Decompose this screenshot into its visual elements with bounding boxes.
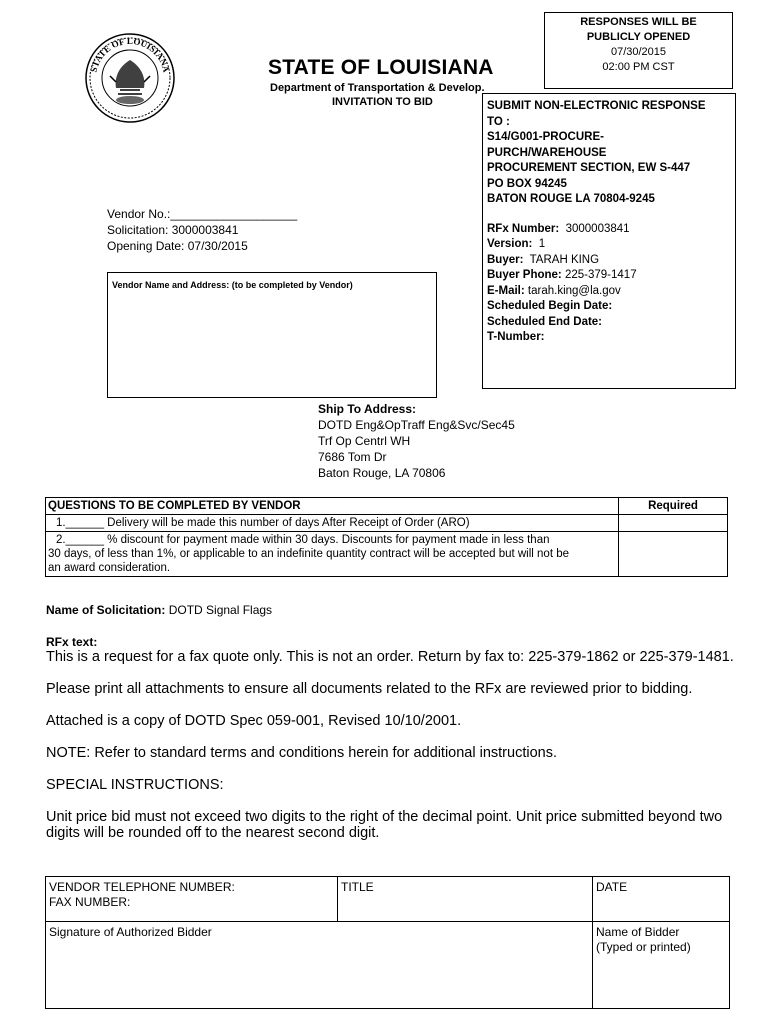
- submit-address-line: SUBMIT NON-ELECTRONIC RESPONSE: [487, 100, 706, 112]
- question-discount-line: 2.______ % discount for payment made within 30 days. Discounts for payment made in less than: [56, 534, 550, 546]
- questions-header: QUESTIONS TO BE COMPLETED BY VENDOR: [46, 498, 619, 515]
- required-header: Required: [619, 498, 728, 515]
- rfx-paragraph: Please print all attachments to ensure all documents related to the RFx are reviewed prior to bidding.: [46, 681, 693, 697]
- opening-date-line: Opening Date: 07/30/2015: [107, 239, 248, 253]
- title-label: TITLE: [341, 880, 374, 894]
- buyer-phone: 225-379-1417: [564, 269, 637, 281]
- responses-line1: RESPONSES WILL BE: [580, 16, 697, 28]
- seal-text: STATE OF LOUISIANA: [88, 35, 172, 74]
- vendor-name-address-box[interactable]: [107, 272, 437, 398]
- table-row: [46, 922, 730, 1009]
- submit-address-line: TO :: [487, 115, 510, 128]
- buyer-phone-label: Buyer Phone:: [487, 269, 562, 281]
- signature-label: Signature of Authorized Bidder: [49, 925, 212, 939]
- submit-address-line: S14/G001-PROCURE-: [487, 131, 604, 143]
- date-cell[interactable]: [593, 877, 730, 922]
- question-discount-line: an award consideration.: [48, 562, 171, 574]
- submit-address-line: BATON ROUGE LA 70804-9245: [487, 193, 655, 205]
- vendor-name-address-label: Vendor Name and Address: (to be completed by Vendor): [112, 280, 353, 290]
- table-row: [46, 515, 728, 532]
- louisiana-state-seal-icon: [80, 32, 180, 124]
- buyer-email: tarah.king@la.gov: [527, 284, 621, 297]
- submit-address-line: PURCH/WAREHOUSE: [487, 146, 607, 159]
- required-cell: [619, 532, 728, 577]
- rfx-text-label: RFx text:: [46, 635, 98, 649]
- table-row: [46, 498, 728, 515]
- submit-address-line: PO BOX 94245: [487, 177, 567, 190]
- question-discount[interactable]: [46, 532, 619, 577]
- version: 1: [538, 238, 546, 250]
- state-title: STATE OF LOUISIANA: [268, 56, 494, 79]
- responses-line2: PUBLICLY OPENED: [586, 31, 691, 43]
- rfx-paragraph: Unit price bid must not exceed two digits to the right of the decimal point. Unit price submitted beyond two digits will be rounded off to the nearest second digit.: [46, 809, 723, 841]
- ship-to-line: Baton Rouge, LA 70806: [318, 466, 446, 480]
- question-discount-line: 30 days, of less than 1%, or applicable to an indefinite quantity contract will be accepted but will not be: [48, 548, 570, 560]
- fax-number-label: FAX NUMBER:: [49, 895, 131, 909]
- rfx-paragraph: NOTE: Refer to standard terms and conditions herein for additional instructions.: [46, 745, 557, 761]
- ship-to-label: Ship To Address:: [318, 402, 417, 416]
- rfx-text-body: [46, 649, 736, 857]
- email-label: E-Mail:: [487, 284, 525, 297]
- invitation-to-bid: INVITATION TO BID: [332, 96, 433, 108]
- solicitation-name-label: Name of Solicitation:: [46, 603, 166, 617]
- solicitation-name-value: DOTD Signal Flags: [168, 603, 273, 617]
- vendor-phone-label: VENDOR TELEPHONE NUMBER:: [49, 880, 235, 894]
- ship-to-line: DOTD Eng&OpTraff Eng&Svc/Sec45: [318, 418, 515, 432]
- responses-box: [544, 12, 733, 89]
- rfx-paragraph: SPECIAL INSTRUCTIONS:: [46, 777, 224, 793]
- vendor-phone-cell[interactable]: [46, 877, 338, 922]
- opening-time: 02:00 PM CST: [602, 61, 675, 73]
- rfx-number-label: RFx Number:: [487, 222, 560, 235]
- signature-table: [45, 876, 730, 1009]
- title-cell[interactable]: [338, 877, 593, 922]
- vendor-questions-table: [45, 497, 728, 577]
- opening-date: 07/30/2015: [610, 46, 667, 58]
- table-row: [46, 532, 728, 577]
- ship-to-line: Trf Op Centrl WH: [318, 434, 411, 448]
- t-number-label: T-Number:: [487, 331, 545, 343]
- buyer: TARAH KING: [529, 253, 600, 266]
- rfx-number: 3000003841: [565, 222, 630, 235]
- vendor-info: [107, 206, 297, 254]
- bidder-name-label: Name of Bidder: [596, 925, 680, 939]
- signature-cell[interactable]: [46, 922, 593, 1009]
- required-cell: [619, 515, 728, 532]
- typed-printed-label: (Typed or printed): [596, 940, 691, 954]
- begin-date-label: Scheduled Begin Date:: [487, 300, 613, 312]
- submit-address-line: PROCUREMENT SECTION, EW S-447: [487, 162, 691, 174]
- ship-to-line: 7686 Tom Dr: [318, 450, 387, 464]
- submit-response-box: [482, 93, 736, 389]
- end-date-label: Scheduled End Date:: [487, 315, 603, 328]
- solicitation-name: [46, 603, 272, 617]
- ship-to-address: [318, 401, 515, 481]
- solicitation-number: Solicitation: 3000003841: [107, 223, 239, 237]
- vendor-number: Vendor No.:___________________: [107, 207, 298, 221]
- rfx-paragraph: This is a request for a fax quote only. This is not an order. Return by fax to: 225-379-1862 or 225-379-1481.: [46, 649, 734, 665]
- version-label: Version:: [487, 238, 533, 250]
- department-name: Department of Transportation & Develop.: [270, 82, 485, 94]
- date-label: DATE: [596, 880, 628, 894]
- buyer-label: Buyer:: [487, 253, 524, 266]
- rfx-paragraph: Attached is a copy of DOTD Spec 059-001, Revised 10/10/2001.: [46, 713, 462, 729]
- question-delivery-days[interactable]: 1.______ Delivery will be made this number of days After Receipt of Order (ARO): [46, 515, 619, 532]
- bidder-name-cell[interactable]: [593, 922, 730, 1009]
- table-row: [46, 877, 730, 922]
